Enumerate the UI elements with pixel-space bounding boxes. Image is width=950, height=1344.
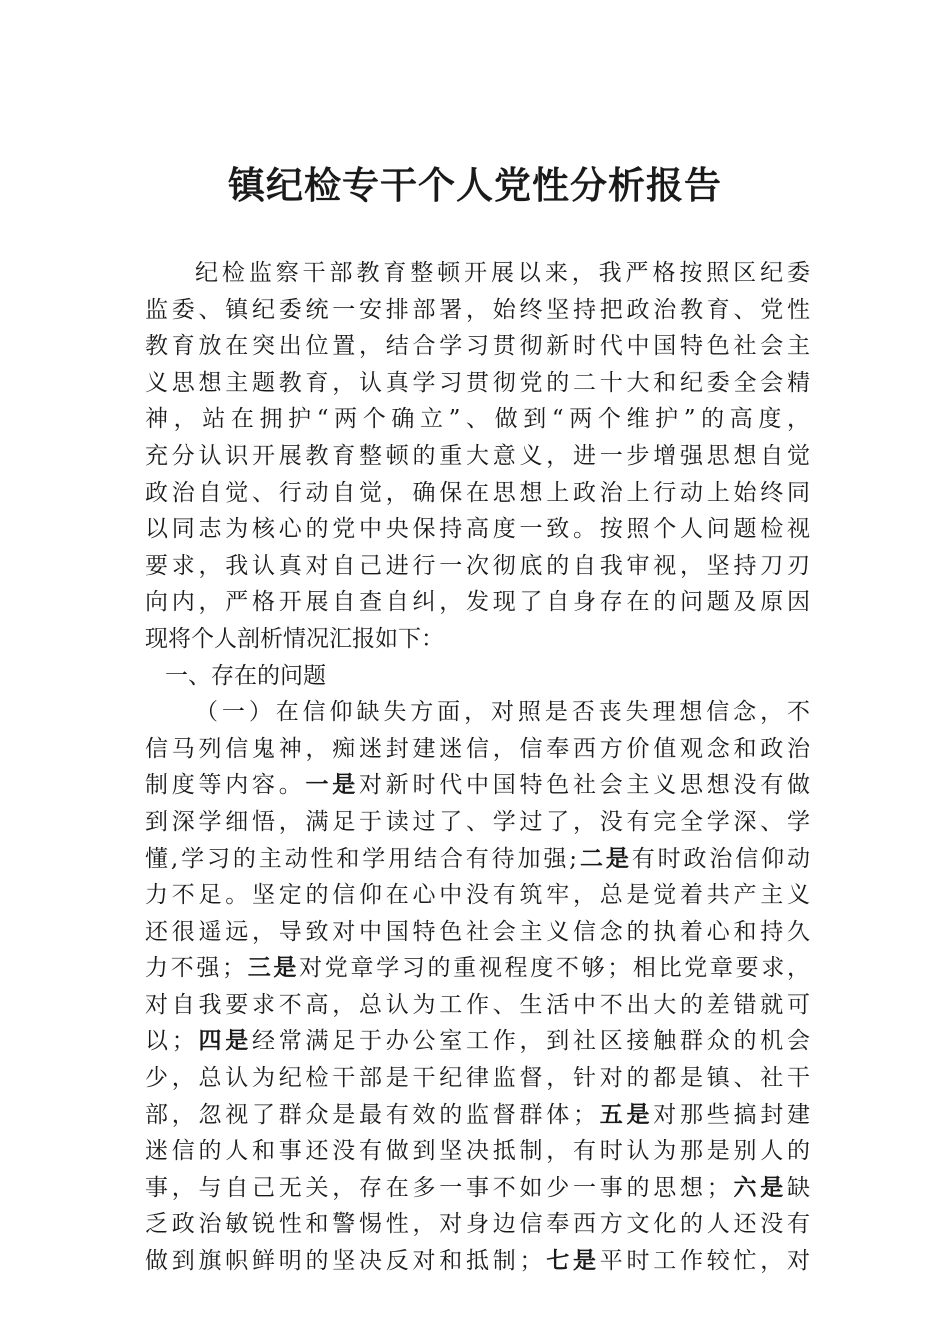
- paragraph-line: 纪检监察干部教育整顿开展以来，我严格按照区纪委: [195, 260, 810, 286]
- ordinal-keyword: 六是: [729, 1173, 787, 1201]
- paragraph-line: 乏政治敏锐性和警惕性，对身边信奉西方文化的人还没有: [145, 1211, 810, 1238]
- line-text: 对那些搞封建: [653, 1101, 810, 1128]
- paragraph-line: 义思想主题教育，认真学习贯彻党的二十大和纪委全会精: [145, 369, 810, 396]
- paragraph-line: [145, 1243, 810, 1280]
- paragraph-line: 神，站在拥护“两个确立”、做到“两个维护”的高度，: [145, 406, 810, 433]
- document-title: 镇纪检专干个人党性分析报告: [228, 163, 722, 207]
- paragraph-line: 信马列信鬼神，痴迷封建迷信，信奉西方价值观念和政治: [145, 735, 810, 762]
- ordinal-keyword: 七是: [542, 1247, 600, 1275]
- paragraph-line: [145, 1023, 810, 1060]
- line-text: 缺: [787, 1174, 810, 1201]
- line-text: （一）在信仰缺失方面，对照是否丧失理想信念，不: [195, 699, 810, 726]
- paragraph-line: 要求，我认真对自己进行一次彻底的自我审视，坚持刀刃: [145, 552, 810, 579]
- line-text: 经常满足于办公室工作，到社区接触群众的机会: [252, 1028, 810, 1055]
- paragraph-line: 还很遥远，导致对中国特色社会主义信念的执着心和持久: [145, 918, 810, 945]
- paragraph-line: 以同志为核心的党中央保持高度一致。按照个人问题检视: [145, 516, 810, 543]
- paragraph-line: [145, 1170, 810, 1207]
- paragraph-line: 教育放在突出位置，结合学习贯彻新时代中国特色社会主: [145, 333, 810, 360]
- paragraph-line: [145, 841, 810, 878]
- line-text: 制度等内容。: [145, 772, 306, 799]
- line-text: 部，忽视了群众是最有效的监督群体；: [145, 1101, 596, 1128]
- paragraph-line: [145, 694, 810, 731]
- line-text: 平时工作较忙，对: [599, 1248, 810, 1275]
- paragraph-line: [145, 767, 810, 804]
- line-text: 对新时代中国特色社会主义思想没有做: [359, 772, 810, 799]
- line-text: 事，与自己无关，存在多一事不如少一事的思想；: [145, 1174, 730, 1201]
- paragraph-line: [145, 1097, 810, 1134]
- document-body: [145, 255, 810, 1280]
- paragraph-line: 对自我要求不高，总认为工作、生活中不出大的差错就可: [145, 991, 810, 1018]
- paragraph-line: 充分认识开展教育整顿的重大意义，进一步增强思想自觉: [145, 442, 810, 469]
- paragraph-line: 现将个人剖析情况汇报如下：: [145, 625, 444, 652]
- line-text: 力不强；: [145, 955, 246, 982]
- line-text: 对党章学习的重视程度不够；相比党章要求，: [299, 955, 810, 982]
- paragraph-line: 到深学细悟，满足于读过了、学过了，没有完全学深、学: [145, 808, 810, 835]
- line-text: 做到旗帜鲜明的坚决反对和抵制；: [145, 1248, 543, 1275]
- paragraph-line: [145, 950, 810, 987]
- ordinal-keyword: 二是: [577, 844, 632, 872]
- paragraph-line: 监委、镇纪委统一安排部署，始终坚持把政治教育、党性: [145, 296, 810, 323]
- paragraph-line: 力不足。坚定的信仰在心中没有筑牢，总是觉着共产主义: [145, 882, 810, 909]
- line-text: 懂,学习的主动性和学用结合有待加强;: [145, 845, 578, 872]
- line-text: 有时政治信仰动: [631, 845, 810, 872]
- paragraph-line: 政治自觉、行动自觉，确保在思想上政治上行动上始终同: [145, 479, 810, 506]
- ordinal-keyword: 四是: [194, 1027, 252, 1055]
- ordinal-keyword: 五是: [596, 1100, 654, 1128]
- line-text: 以；: [145, 1028, 195, 1055]
- paragraph-line: 向内，严格开展自查自纠，发现了自身存在的问题及原因: [145, 589, 810, 616]
- ordinal-keyword: 三是: [245, 954, 300, 982]
- paragraph-line: 少，总认为纪检干部是干纪律监督，针对的都是镇、社干: [145, 1065, 810, 1092]
- section-heading: 一、存在的问题: [165, 662, 326, 689]
- ordinal-keyword: 一是: [305, 771, 359, 799]
- paragraph-line: 迷信的人和事还没有做到坚决抵制，有时认为那是别人的: [145, 1138, 810, 1165]
